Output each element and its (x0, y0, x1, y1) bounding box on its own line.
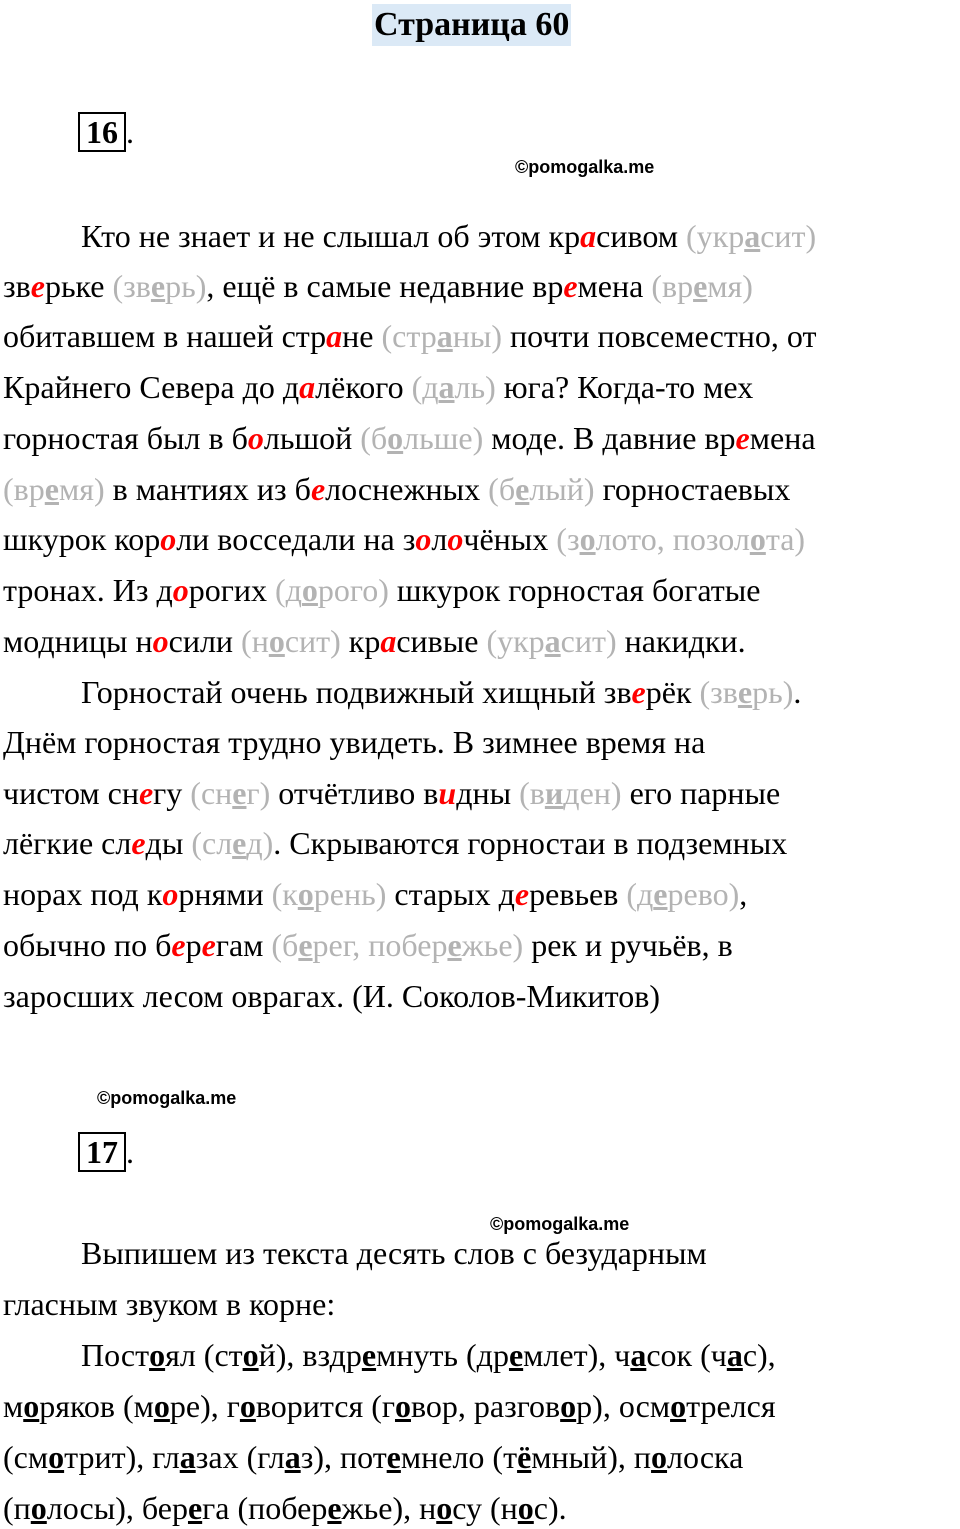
check-word-hint: (в (519, 775, 545, 811)
check-word-hint: (вр (651, 268, 694, 304)
hint-stressed-letter: е (232, 775, 247, 811)
check-word-hint: (н (241, 623, 269, 659)
text-line (3, 570, 760, 610)
missing-letter: а (326, 318, 343, 354)
text-segment: зах (гл (195, 1439, 285, 1475)
text-segment: жье), н (341, 1490, 437, 1526)
missing-letter: е (30, 268, 45, 304)
text-segment: сок (ч (646, 1337, 727, 1373)
text-line (3, 722, 705, 762)
exercise-16-number-box: 16 (78, 112, 126, 152)
stressed-vowel: а (284, 1439, 301, 1475)
check-word-hint: (б (271, 927, 299, 963)
check-word-hint: сит) (760, 218, 817, 254)
check-word-hint: рого) (317, 572, 389, 608)
text-segment: сили (168, 623, 242, 659)
text-segment: сивые (396, 623, 487, 659)
text-line (3, 1386, 776, 1426)
text-line (3, 316, 816, 356)
stressed-vowel: о (560, 1388, 577, 1424)
text-segment: трит), гл (64, 1439, 180, 1475)
text-line (3, 925, 733, 965)
stressed-vowel: о (242, 1337, 259, 1373)
check-word-hint: рь) (752, 674, 794, 710)
missing-letter: е (735, 420, 750, 456)
text-segment: рёк (645, 674, 700, 710)
text-segment: вор, разгов (410, 1388, 561, 1424)
missing-letter: е (631, 674, 646, 710)
text-segment: чёных (463, 521, 557, 557)
text-segment: Днём горностая трудно увидеть. В зимнее время на (3, 724, 706, 760)
missing-letter: е (514, 876, 530, 912)
text-segment: рогих (188, 572, 275, 608)
check-word-hint: рь) (165, 268, 207, 304)
text-segment: з), пот (300, 1439, 387, 1475)
missing-letter: а (580, 218, 597, 254)
check-word-hint: лото, позол (595, 521, 750, 557)
missing-letter: о (447, 521, 464, 557)
missing-letter: е (310, 471, 326, 507)
hint-stressed-letter: о (268, 623, 285, 659)
stressed-vowel: е (508, 1337, 524, 1373)
text-line (3, 1284, 335, 1324)
hint-stressed-letter: и (544, 775, 564, 811)
check-word-hint: (д (411, 369, 439, 405)
text-segment: р), осм (576, 1388, 671, 1424)
hint-stressed-letter: е (515, 471, 530, 507)
text-segment: гласным звуком в корне: (3, 1286, 336, 1322)
check-word-hint: (д (626, 876, 654, 912)
check-word-hint: (стр (381, 318, 437, 354)
missing-letter: е (171, 927, 186, 963)
text-segment: лоснежных (325, 471, 489, 507)
hint-stressed-letter: о (387, 420, 404, 456)
stressed-vowel: о (394, 1388, 411, 1424)
missing-letter: е (201, 927, 216, 963)
hint-stressed-letter: а (744, 218, 761, 254)
check-word-hint: сит) (284, 623, 341, 659)
text-segment: ряков (м (39, 1388, 154, 1424)
missing-letter: и (438, 775, 457, 811)
text-line (81, 216, 816, 256)
text-segment: трелся (686, 1388, 776, 1424)
text-line (3, 621, 746, 661)
unstressed-vowel: а (179, 1439, 196, 1475)
text-segment: с). (533, 1490, 567, 1526)
hint-stressed-letter: е (150, 268, 166, 304)
text-segment: старых д (386, 876, 515, 912)
exercise-16-number-dot: . (126, 114, 134, 150)
stressed-vowel: ё (517, 1439, 532, 1475)
text-segment: мена (749, 420, 816, 456)
text-segment: , ещё в самые недавние вр (206, 268, 564, 304)
missing-letter: е (563, 268, 578, 304)
exercise-17-number-dot: . (126, 1134, 134, 1170)
missing-letter: о (160, 521, 177, 557)
hint-stressed-letter: е (298, 927, 313, 963)
text-segment: рьке (44, 268, 113, 304)
text-line (3, 367, 753, 407)
check-word-hint: рег, побер (312, 927, 448, 963)
hint-stressed-letter: о (749, 521, 766, 557)
check-word-hint: (б (488, 471, 516, 507)
hint-stressed-letter: е (693, 268, 708, 304)
text-segment: Выпишем из текста десять слов с безударным (81, 1235, 707, 1271)
hint-stressed-letter: а (544, 623, 561, 659)
text-segment: льшой (263, 420, 361, 456)
text-segment: кр (340, 623, 381, 659)
text-segment: . Скрываются горностаи в подземных (273, 825, 788, 861)
text-segment: . (793, 674, 802, 710)
text-segment: рек и ручьёв, в (523, 927, 733, 963)
text-segment: су (н (452, 1490, 518, 1526)
text-line (3, 773, 780, 813)
unstressed-vowel: о (149, 1337, 166, 1373)
missing-letter: о (247, 420, 264, 456)
unstressed-vowel: о (436, 1490, 453, 1526)
text-segment: норах под к (3, 876, 163, 912)
stressed-vowel: о (153, 1388, 170, 1424)
hint-stressed-letter: о (301, 572, 318, 608)
check-word-hint: г) (246, 775, 271, 811)
text-segment: ли восседали на з (176, 521, 416, 557)
check-word-hint: та) (765, 521, 806, 557)
text-segment: шкурок горностая богатые (388, 572, 761, 608)
hint-stressed-letter: е (44, 471, 59, 507)
exercise-17-number-box: 17 (78, 1132, 126, 1172)
text-line (3, 418, 816, 458)
text-segment: с), (742, 1337, 776, 1373)
unstressed-vowel: е (361, 1337, 377, 1373)
check-word-hint: мя) (707, 268, 753, 304)
text-segment: горностаевых (594, 471, 791, 507)
missing-letter: е (138, 775, 154, 811)
missing-letter: о (162, 876, 179, 912)
text-segment: зв (3, 268, 31, 304)
text-segment: ворится (г (255, 1388, 395, 1424)
text-segment: лоска (667, 1439, 744, 1475)
text-line (81, 1233, 707, 1273)
unstressed-vowel: о (670, 1388, 687, 1424)
check-word-hint: (б (360, 420, 388, 456)
check-word-hint: ль) (454, 369, 496, 405)
text-segment: Кто не знает и не слышал об этом кр (81, 218, 581, 254)
missing-letter: а (299, 369, 316, 405)
text-line (3, 469, 790, 509)
missing-letter: а (380, 623, 397, 659)
check-word-hint: сит) (560, 623, 617, 659)
unstressed-vowel: о (23, 1388, 40, 1424)
check-word-hint: мя) (58, 471, 105, 507)
text-line (3, 519, 805, 559)
text-line (3, 976, 660, 1016)
check-word-hint: рень) (313, 876, 387, 912)
stressed-vowel: о (30, 1490, 47, 1526)
check-word-hint: д) (246, 825, 274, 861)
missing-letter: о (152, 623, 169, 659)
text-segment: Крайнего Севера до д (3, 369, 300, 405)
hint-stressed-letter: е (447, 927, 462, 963)
text-segment: , (739, 876, 748, 912)
text-segment: млет), ч (523, 1337, 631, 1373)
check-word-hint: ден) (563, 775, 622, 811)
text-segment: чистом сн (3, 775, 139, 811)
missing-letter: о (415, 521, 432, 557)
text-segment: моде. В давние вр (483, 420, 736, 456)
text-line (3, 874, 747, 914)
text-segment: й), вздр (258, 1337, 362, 1373)
unstressed-vowel: о (651, 1439, 668, 1475)
check-word-hint: (д (274, 572, 302, 608)
check-word-hint: (вр (3, 471, 45, 507)
text-line (3, 266, 753, 306)
hint-stressed-letter: о (579, 521, 596, 557)
watermark: ©pomogalka.me (515, 157, 655, 177)
text-segment: м (3, 1388, 24, 1424)
watermark: ©pomogalka.me (97, 1088, 237, 1108)
unstressed-vowel: е (187, 1490, 203, 1526)
text-segment: почти повсеместно, от (502, 318, 817, 354)
text-segment: не (342, 318, 382, 354)
text-segment: л (431, 521, 448, 557)
text-line (81, 672, 801, 712)
text-segment: лёкого (315, 369, 412, 405)
text-segment: заросших лесом оврагах. (И. Соколов-Микитов) (3, 978, 660, 1014)
check-word-hint: (зв (699, 674, 738, 710)
text-segment: мный), п (531, 1439, 652, 1475)
unstressed-vowel: е (386, 1439, 401, 1475)
text-segment: юга? Когда-то мех (495, 369, 754, 405)
text-segment: гу (153, 775, 191, 811)
text-segment: дны (456, 775, 520, 811)
check-word-hint: (к (271, 876, 298, 912)
check-word-hint: (укр (486, 623, 545, 659)
stressed-vowel: о (48, 1439, 65, 1475)
hint-stressed-letter: е (653, 876, 668, 912)
text-line (3, 1437, 743, 1477)
page-title: Страница 60 (372, 4, 571, 46)
missing-letter: о (172, 572, 189, 608)
text-segment: рнями (178, 876, 272, 912)
text-segment: лёгкие сл (3, 825, 132, 861)
hint-stressed-letter: о (297, 876, 314, 912)
check-word-hint: рево) (667, 876, 740, 912)
stressed-vowel: а (726, 1337, 743, 1373)
text-segment: ревьев (529, 876, 627, 912)
check-word-hint: жье) (461, 927, 524, 963)
text-segment: накидки. (616, 623, 746, 659)
text-segment: обитавшем в нашей стр (3, 318, 327, 354)
text-segment: сивом (596, 218, 687, 254)
text-segment: Пост (81, 1337, 150, 1373)
check-word-hint: (з (556, 521, 580, 557)
check-word-hint: лый) (529, 471, 595, 507)
check-word-hint: (укр (686, 218, 745, 254)
text-line (3, 823, 787, 863)
text-segment: га (побер (202, 1490, 328, 1526)
text-segment: модницы н (3, 623, 153, 659)
text-segment: (см (3, 1439, 49, 1475)
exercise-16-number (78, 112, 134, 152)
text-segment: р (185, 927, 202, 963)
stressed-vowel: е (327, 1490, 342, 1526)
hint-stressed-letter: е (737, 674, 753, 710)
text-segment: горностая был в б (3, 420, 248, 456)
text-segment: гам (215, 927, 272, 963)
exercise-17-number (78, 1132, 134, 1172)
text-segment: обычно по б (3, 927, 172, 963)
check-word-hint: (сн (190, 775, 233, 811)
text-segment: мена (577, 268, 652, 304)
text-segment: ре), г (169, 1388, 240, 1424)
text-segment: шкурок кор (3, 521, 161, 557)
check-word-hint: ны) (452, 318, 503, 354)
text-segment: ды (145, 825, 192, 861)
stressed-vowel: о (517, 1490, 534, 1526)
text-segment: лосы), бер (46, 1490, 188, 1526)
hint-stressed-letter: а (436, 318, 453, 354)
text-segment: отчётливо в (270, 775, 439, 811)
hint-stressed-letter: е (232, 825, 247, 861)
text-segment: тронах. Из д (3, 572, 173, 608)
unstressed-vowel: а (630, 1337, 647, 1373)
watermark: ©pomogalka.me (490, 1214, 630, 1234)
check-word-hint: (сл (191, 825, 233, 861)
text-line (3, 1488, 567, 1528)
text-line (81, 1335, 776, 1375)
text-segment: его парные (621, 775, 781, 811)
unstressed-vowel: о (239, 1388, 256, 1424)
missing-letter: е (131, 825, 146, 861)
text-segment: в мантиях из б (104, 471, 311, 507)
check-word-hint: (зв (112, 268, 151, 304)
hint-stressed-letter: а (438, 369, 455, 405)
check-word-hint: льше) (403, 420, 484, 456)
text-segment: мнуть (др (376, 1337, 509, 1373)
text-segment: ял (ст (165, 1337, 243, 1373)
text-segment: (п (3, 1490, 31, 1526)
text-segment: мнело (т (400, 1439, 518, 1475)
text-segment: Горностай очень подвижный хищный зв (81, 674, 632, 710)
